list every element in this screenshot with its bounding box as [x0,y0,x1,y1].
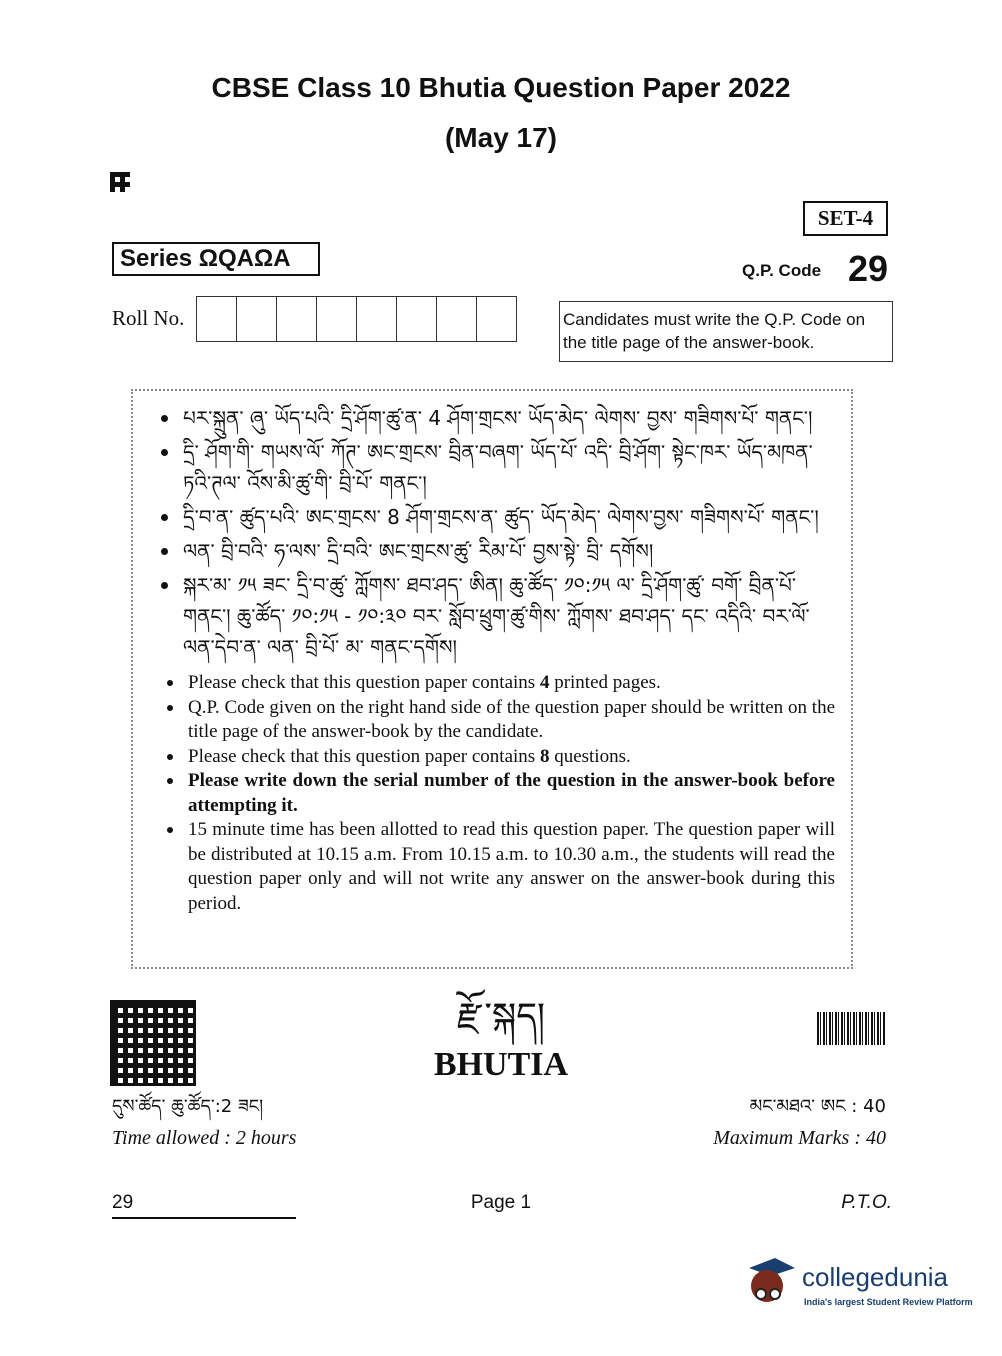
roll-digit-box[interactable] [277,297,317,341]
tibetan-instruction: པར་སྐྲུན་ ཞུ་ ཡོད་པའི་ དྲི་ཤོག་ཚུ་ན་ 4 ཤོག་གྲངས་ ཡོད་མེད་ ལེགས་ བྱས་ གཟིགས་པོ་ གནང་། [151,403,835,434]
roll-digit-box[interactable] [197,297,237,341]
instruction-item [159,671,835,696]
pto-label: P.T.O. [841,1192,892,1213]
qp-code-label: Q.P. Code [742,261,822,280]
time-allowed: Time allowed : 2 hours [112,1127,297,1149]
bold-text: 4 [539,672,550,693]
qr-code-icon [113,1003,193,1083]
subject-tibetan: རྫོ་སྐད། [456,996,546,1037]
watermark-tagline: India's largest Student Review Platform [804,1297,973,1307]
small-qr-code-icon [110,172,130,192]
bold-text: Please write down the serial number of the question in the answer-book before attempting it. [188,770,835,816]
page-title: CBSE Class 10 Bhutia Question Paper 2022 [211,72,791,103]
page-number: Page 1 [470,1192,532,1213]
collegedunia-mascot-icon [745,1254,797,1306]
page-footer [0,1192,1002,1224]
roll-no-label: Roll No. [112,306,185,330]
series-badge: Series ΩQAΩA [112,242,320,276]
subject-section [0,995,1002,1160]
text: Please check that this question paper contains [188,672,540,693]
page-subtitle-date: (May 17) [444,122,558,153]
marks-tibetan: མང་མཐའ་ ཨང : 40 [749,1096,886,1117]
time-tibetan: དུས་ཚོད་ ཆུ་ཚོད་:2 ཟང། [112,1096,264,1117]
watermark-brand: collegedunia [802,1262,949,1292]
tibetan-instruction: དྲི་བ་ན་ ཚུད་པའི་ ཨང་གྲངས་ 8 ཤོག་གྲངས་ན་ ཚུད་ ཡོད་མེད་ ལེགས་བྱས་ གཟིགས་པོ་ གནང་། [151,502,835,533]
footer-code: 29 [112,1192,296,1219]
tibetan-instruction: སྐར་མ་ ༡༥ ཟང་ དྲི་བ་ཚུ་ ཀློགས་ ཐབ་ཤད་ ཨིན། ཆུ་ཚོད་ ༡༠:༡༥ ལ་ དྲི་ཤོག་ཚུ་ བགོ་ བྲིན་པོ་ གནང་། ཆུ་ཚོད་ ༡༠:༡༥ - ༡༠:༣༠ བར་ སློབ་ཕྲུག་ཚུ་གིས་ ཀློགས་ ཐབ་ཤད་ དང་ འདིའི་ བར་ལོ་ ལན་དེབ་ན་ ལན་ བྲི་པོ་ མ་ གནང་དགོས། [151,570,835,663]
barcode-icon [817,1012,885,1045]
tibetan-instructions [151,403,835,663]
instructions-border [131,389,853,969]
bold-text: 8 [539,745,550,767]
instruction-item [159,745,835,770]
instruction-item [159,696,835,745]
candidates-note: Candidates must write the Q.P. Code on the title page of the answer-book. [559,301,893,362]
text: Please check that this question paper contains [188,745,540,767]
tibetan-instruction: ལན་ བྲི་བའི་ ཧ་ལས་ དྲི་བའི་ ཨང་གྲངས་ཚུ་ རིམ་པོ་ བྱས་སྟེ་ བྲི་ དགོས། [151,536,835,567]
instruction-item [159,818,835,916]
roll-digit-box[interactable] [357,297,397,341]
english-instructions [159,671,835,916]
subject-english: BHUTIA [433,1046,569,1083]
roll-digit-box[interactable] [317,297,357,341]
roll-digit-box[interactable] [237,297,277,341]
qp-code-value: 29 [848,248,889,289]
tibetan-instruction: དྲི་ ཤོག་གི་ གཡས་ལོ་ ཀོཊ་ ཨང་གྲངས་ བྲིན་བཞག་ ཡོད་པོ་ འདི་ བྲི་ཤོག་ སྟེང་ཁར་ ཡོད་མཁན་ ཏའི་ཊལ་ འོས་མི་ཚུ་གི་ བྲི་པོ་ གནང་། [151,437,835,499]
roll-digit-box[interactable] [397,297,437,341]
roll-digit-box[interactable] [477,297,516,341]
instruction-item [159,769,835,818]
text: questions. [549,745,631,767]
text: 15 minute time has been allotted to read this question paper. The question paper will be distributed at 10.15 a.m. From 10.15 a.m. to 10.30 a.m., the students will read the question paper only and will not write any answer on the answer-book during this period. [188,819,835,914]
watermark [0,1254,1002,1318]
page-body-flow [0,389,1002,1318]
text: Q.P. Code given on the right hand side of the question paper should be written on the title page of the answer-book by the candidate. [188,696,835,742]
roll-digit-box[interactable] [437,297,477,341]
maximum-marks: Maximum Marks : 40 [713,1127,886,1149]
set-badge: SET-4 [803,201,888,236]
roll-no-boxes[interactable] [196,296,517,342]
text: printed pages. [549,672,661,693]
